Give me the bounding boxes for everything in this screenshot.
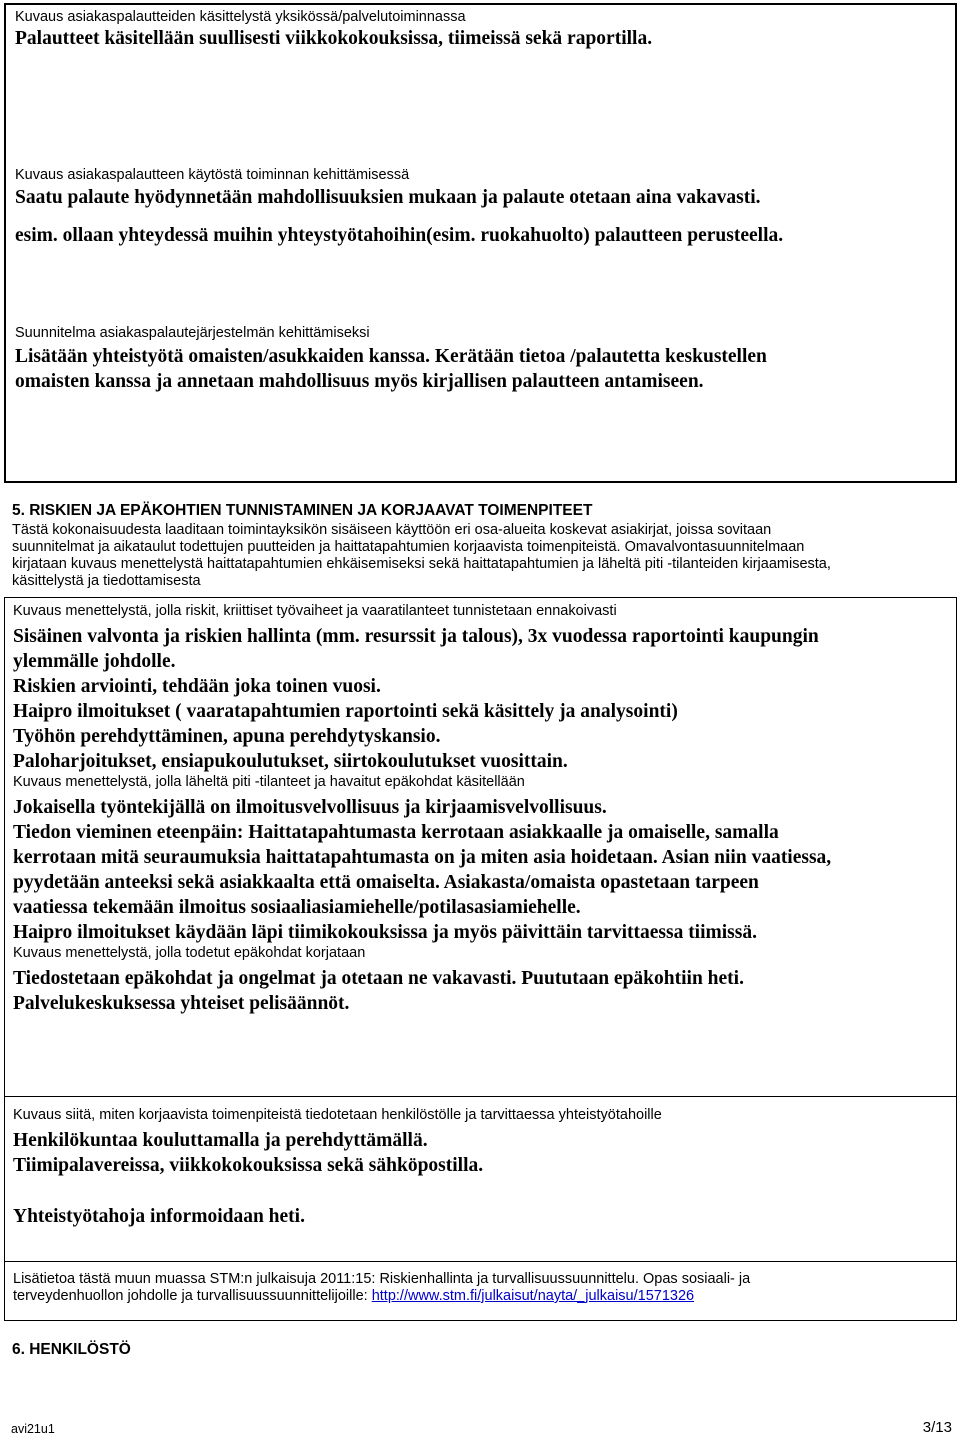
- risk-line: Paloharjoitukset, ensiapukoulutukset, siirtokoulutukset vuosittain.: [13, 751, 568, 772]
- informing-line-3: Yhteistyötahoja informoidaan heti.: [13, 1206, 305, 1227]
- feedback-handling-label: Kuvaus asiakaspalautteiden käsittelystä yksikössä/palvelutoiminnassa: [15, 9, 466, 25]
- feedback-plan-text-2: omaisten kanssa ja annetaan mahdollisuus myös kirjallisen palautteen antamiseen.: [15, 371, 704, 392]
- section-5-intro-1: Tästä kokonaisuudesta laaditaan toimintayksikön sisäiseen käyttöön eri osa-alueita koskevat asiakirjat, joissa sovitaan: [12, 522, 772, 538]
- risk-line: Työhön perehdyttäminen, apuna perehdytyskansio.: [13, 726, 441, 747]
- risk-line: Haipro ilmoitukset ( vaaratapahtumien raportointi sekä käsittely ja analysointi): [13, 701, 678, 722]
- corrections-label: Kuvaus menettelystä, jolla todetut epäkohdat korjataan: [13, 945, 366, 961]
- section-5-heading: 5. RISKIEN JA EPÄKOHTIEN TUNNISTAMINEN JA KORJAAVAT TOIMENPITEET: [12, 502, 593, 519]
- near-miss-label: Kuvaus menettelystä, jolla läheltä piti -tilanteet ja havaitut epäkohdat käsitellään: [13, 774, 525, 790]
- footer-page-number: 3/13: [922, 1419, 952, 1436]
- feedback-plan-label: Suunnitelma asiakaspalautejärjestelmän kehittämiseksi: [15, 325, 370, 341]
- near-miss-line: vaatiessa tekemään ilmoitus sosiaaliasiamiehelle/potilasasiamiehelle.: [13, 897, 581, 918]
- informing-box: [4, 1096, 957, 1262]
- section-5-intro-2: suunnitelmat ja aikataulut todettujen puutteiden ja haittatapahtumien korjaavista toimenpiteistä. Omavalvontasuunnitelmaan: [12, 539, 805, 555]
- informing-line-2: Tiimipalavereissa, viikkokokouksissa sekä sähköpostilla.: [13, 1155, 484, 1176]
- feedback-usage-text-1: Saatu palaute hyödynnetään mahdollisuuksien mukaan ja palaute otetaan aina vakavasti.: [15, 187, 761, 208]
- more-info-text-1: Lisätietoa tästä muun muassa STM:n julkaisuja 2011:15: Riskienhallinta ja turvallisuussuunnittelu. Opas sosiaali- ja: [13, 1271, 751, 1287]
- section-5-intro-4: käsittelystä ja tiedottamisesta: [12, 573, 201, 589]
- risk-procedures-box: [4, 597, 957, 1097]
- corrections-line: Palvelukeskuksessa yhteiset pelisäännöt.: [13, 993, 350, 1014]
- near-miss-line: Tiedon vieminen eteenpäin: Haittatapahtumasta kerrotaan asiakkaalle ja omaiselle, samalla: [13, 822, 779, 843]
- risk-line: Sisäinen valvonta ja riskien hallinta (mm. resurssit ja talous), 3x vuodessa raportointi kaupungin: [13, 626, 819, 647]
- near-miss-line: Haipro ilmoitukset käydään läpi tiimikokouksissa ja myös päivittäin tarvittaessa tiimissä.: [13, 922, 757, 943]
- near-miss-line: pyydetään anteeksi sekä asiakkaalta että omaiselta. Asiakasta/omaista opastetaan tarpeen: [13, 872, 759, 893]
- more-info-text-2: [13, 1288, 750, 1305]
- informing-line-1: Henkilökuntaa kouluttamalla ja perehdyttämällä.: [13, 1130, 428, 1151]
- informing-label: Kuvaus siitä, miten korjaavista toimenpiteistä tiedotetaan henkilöstölle ja tarvittaessa yhteistyötahoille: [13, 1107, 662, 1123]
- section-5-intro-3: kirjataan kuvaus menettelystä haittatapahtumien ehkäisemiseksi sekä haittatapahtumien ja läheltä piti -tilanteiden kirjaamisesta,: [12, 556, 831, 572]
- near-miss-line: Jokaisella työntekijällä on ilmoitusvelvollisuus ja kirjaamisvelvollisuus.: [13, 797, 607, 818]
- more-info-prefix: terveydenhuollon johdolle ja turvallisuussuunnittelijoille:: [13, 1288, 372, 1304]
- more-info-box: [4, 1261, 957, 1321]
- risk-identification-label: Kuvaus menettelystä, jolla riskit, kriittiset työvaiheet ja vaaratilanteet tunnistetaan ennakoivasti: [13, 603, 617, 619]
- feedback-usage-label: Kuvaus asiakaspalautteen käytöstä toiminnan kehittämisessä: [15, 167, 410, 183]
- feedback-plan-text-1: Lisätään yhteistyötä omaisten/asukkaiden kanssa. Kerätään tietoa /palautetta keskustellen: [15, 346, 767, 367]
- corrections-line: Tiedostetaan epäkohdat ja ongelmat ja otetaan ne vakavasti. Puututaan epäkohtiin heti.: [13, 968, 744, 989]
- risk-line: Riskien arviointi, tehdään joka toinen vuosi.: [13, 676, 381, 697]
- feedback-usage-text-2: esim. ollaan yhteydessä muihin yhteystyötahoihin(esim. ruokahuolto) palautteen perusteella.: [15, 225, 784, 246]
- feedback-box: [4, 3, 957, 483]
- risk-line: ylemmälle johdolle.: [13, 651, 176, 672]
- footer-doc-code: avi21u1: [11, 1422, 55, 1436]
- section-6-heading: 6. HENKILÖSTÖ: [12, 1341, 131, 1358]
- near-miss-line: kerrotaan mitä seuraumuksia haittatapahtumasta on ja miten asia hoidetaan. Asian niin vaatiessa,: [13, 847, 832, 868]
- stm-publication-link[interactable]: http://www.stm.fi/julkaisut/nayta/_julkaisu/1571326: [371, 1288, 695, 1304]
- feedback-handling-text: Palautteet käsitellään suullisesti viikkokokouksissa, tiimeissä sekä raportilla.: [15, 28, 653, 49]
